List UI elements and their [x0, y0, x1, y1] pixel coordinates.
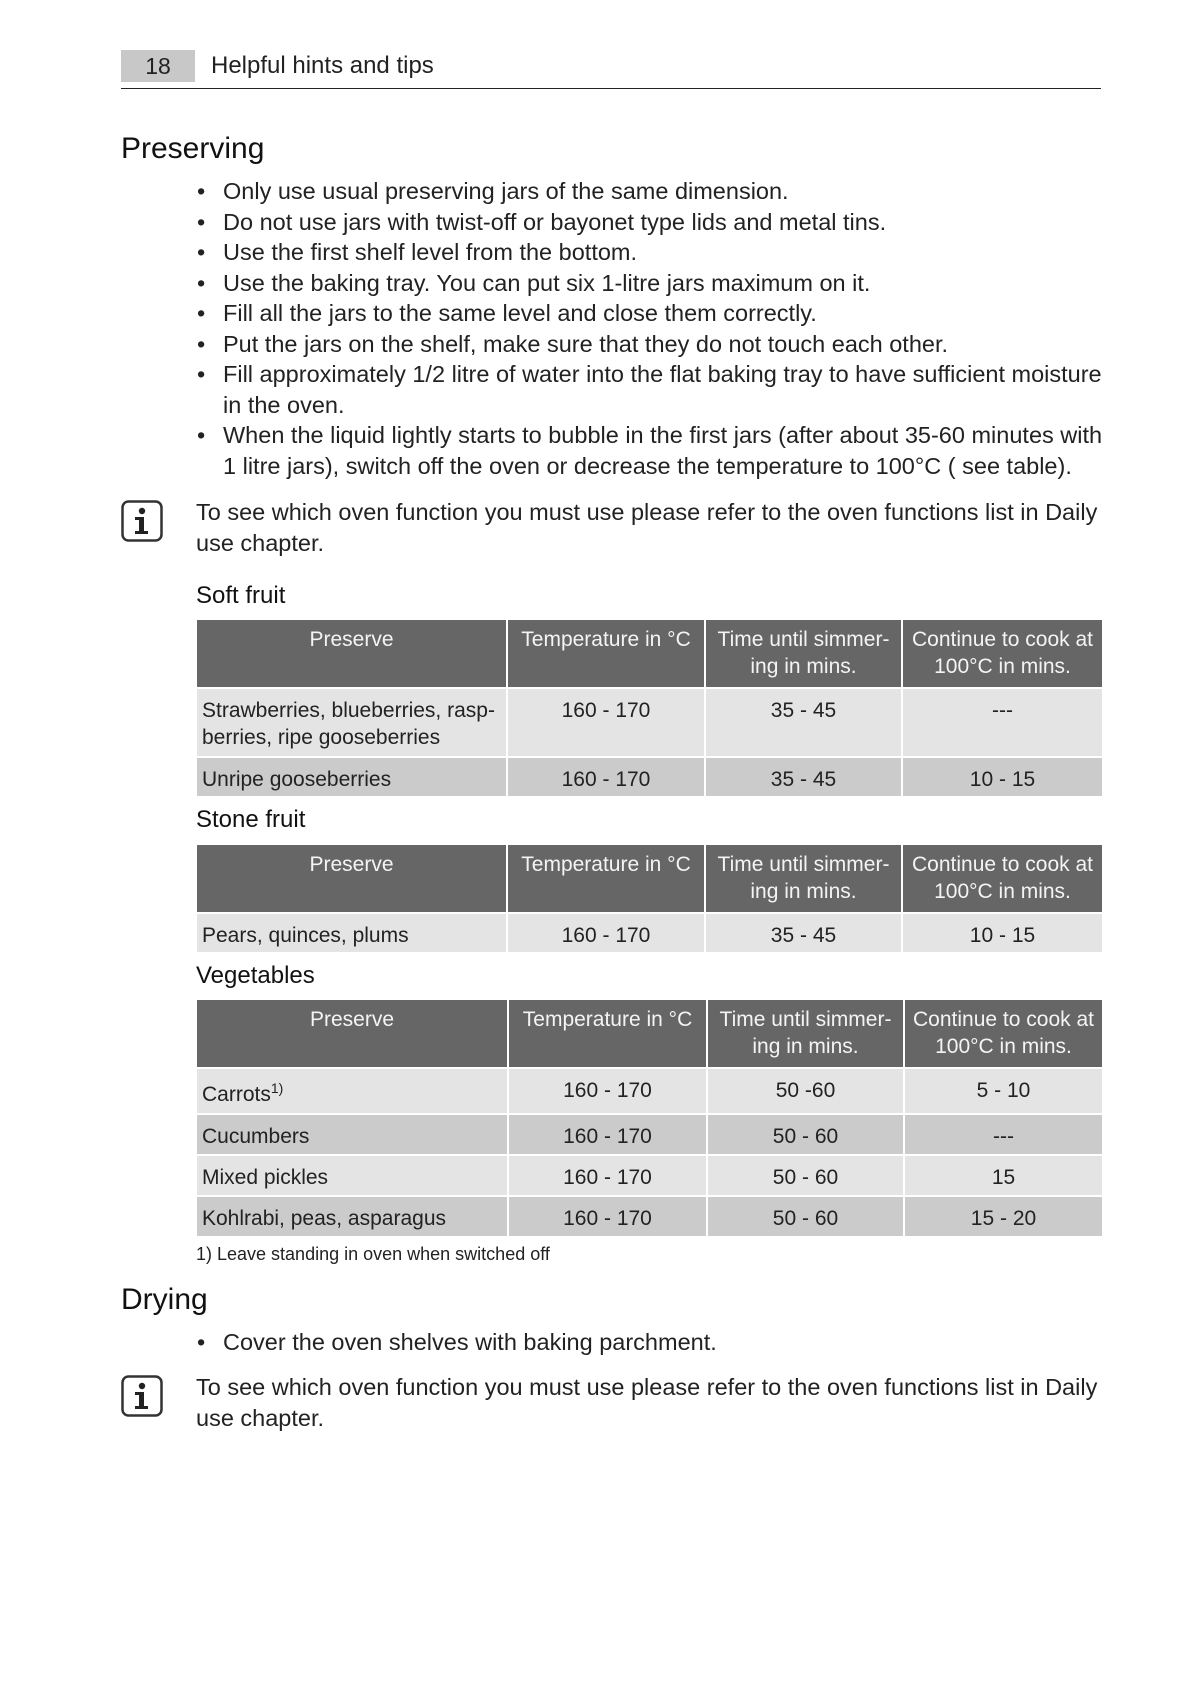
- column-header-temperature: Temperature in °C: [507, 844, 705, 913]
- bullet-item: • Fill approximately 1/2 litre of water into the flat baking tray to have sufficient moisture in the oven.: [197, 361, 1102, 418]
- cell-preserve: [196, 1068, 508, 1114]
- cell-continue: 10 - 15: [902, 913, 1103, 953]
- cell-continue: 5 - 10: [904, 1068, 1103, 1114]
- bullet-item: • Only use usual preserving jars of the same dimension.: [197, 178, 789, 204]
- table-footnote: 1) Leave standing in oven when switched off: [196, 1244, 550, 1264]
- bullet-item: • Use the first shelf level from the bottom.: [197, 239, 638, 265]
- column-header-preserve: Preserve: [196, 844, 507, 913]
- cell-preserve: Kohlrabi, peas, asparagus: [196, 1196, 508, 1237]
- bullet-item: • Use the baking tray. You can put six 1-litre jars maximum on it.: [197, 269, 871, 296]
- table-title-stone-fruit: Stone fruit: [196, 806, 306, 833]
- cell-time: 50 - 60: [707, 1155, 904, 1196]
- soft-fruit-table: [195, 618, 1104, 798]
- info-icon: [121, 500, 163, 542]
- stone-fruit-table: [195, 843, 1104, 954]
- table-row: [196, 1068, 1103, 1114]
- cell-time: 50 - 60: [707, 1114, 904, 1155]
- column-header-continue: Continue to cook at 100°C in mins.: [904, 999, 1103, 1068]
- cell-preserve: Mixed pickles: [196, 1155, 508, 1196]
- column-header-time: Time until simmer-ing in mins.: [705, 619, 902, 688]
- column-header-time: Time until simmer-ing in mins.: [707, 999, 904, 1068]
- cell-preserve: Pears, quinces, plums: [196, 913, 507, 953]
- column-header-preserve: Preserve: [196, 999, 508, 1068]
- cell-preserve: Strawberries, blueberries, rasp-berries, ripe gooseberries: [196, 688, 507, 757]
- drying-bullet-list: [197, 1327, 1103, 1358]
- table-title-soft-fruit: Soft fruit: [196, 582, 286, 609]
- header-title: Helpful hints and tips: [211, 52, 434, 79]
- section-heading-drying: Drying: [121, 1283, 208, 1316]
- column-header-temperature: Temperature in °C: [508, 999, 707, 1068]
- table-row: [196, 1155, 1103, 1196]
- cell-continue: ---: [902, 688, 1103, 757]
- bullet-item: • Do not use jars with twist-off or bayonet type lids and metal tins.: [197, 208, 887, 235]
- cell-time: 50 -60: [707, 1068, 904, 1114]
- bullet-item: • When the liquid lightly starts to bubble in the first jars (after about 35-60 minutes with 1 litre jars), switch off the oven or decrease the temperature to 100°C ( see table).: [197, 422, 1103, 479]
- table-title-vegetables: Vegetables: [196, 962, 315, 989]
- info-icon: [121, 1375, 163, 1417]
- cell-time: 50 - 60: [707, 1196, 904, 1237]
- vegetables-table: [195, 998, 1104, 1238]
- cell-time: 35 - 45: [705, 913, 902, 953]
- section-heading-preserving: Preserving: [121, 132, 265, 165]
- preserving-bullet-list: [197, 176, 1103, 481]
- footnote-marker: 1): [270, 1080, 284, 1096]
- cell-temperature: 160 - 170: [508, 1068, 707, 1114]
- cell-temperature: 160 - 170: [507, 757, 705, 797]
- cell-preserve: Unripe gooseberries: [196, 757, 507, 797]
- table-row: [196, 1114, 1103, 1155]
- bullet-item: • Cover the oven shelves with baking parchment.: [197, 1329, 717, 1355]
- table-header-row: [196, 619, 1103, 688]
- page-number: 18: [121, 50, 195, 82]
- cell-continue: 15: [904, 1155, 1103, 1196]
- table-row: [196, 688, 1103, 757]
- table-row: [196, 1196, 1103, 1237]
- column-header-time: Time until simmer-ing in mins.: [705, 844, 902, 913]
- cell-preserve: Cucumbers: [196, 1114, 508, 1155]
- page-header: [121, 50, 1101, 89]
- preserve-name: Carrots: [202, 1083, 271, 1106]
- bullet-item: • Fill all the jars to the same level and close them correctly.: [197, 300, 817, 326]
- info-note: To see which oven function you must use please refer to the oven functions list in Daily use chapter.: [196, 1374, 1098, 1431]
- cell-temperature: 160 - 170: [508, 1155, 707, 1196]
- column-header-preserve: Preserve: [196, 619, 507, 688]
- cell-continue: 10 - 15: [902, 757, 1103, 797]
- table-header-row: [196, 999, 1103, 1068]
- column-header-continue: Continue to cook at 100°C in mins.: [902, 844, 1103, 913]
- cell-continue: ---: [904, 1114, 1103, 1155]
- cell-temperature: 160 - 170: [507, 688, 705, 757]
- table-row: [196, 913, 1103, 953]
- column-header-continue: Continue to cook at 100°C in mins.: [902, 619, 1103, 688]
- cell-temperature: 160 - 170: [508, 1196, 707, 1237]
- cell-time: 35 - 45: [705, 757, 902, 797]
- cell-time: 35 - 45: [705, 688, 902, 757]
- cell-temperature: 160 - 170: [507, 913, 705, 953]
- table-row: [196, 757, 1103, 797]
- cell-continue: 15 - 20: [904, 1196, 1103, 1237]
- table-header-row: [196, 844, 1103, 913]
- cell-temperature: 160 - 170: [508, 1114, 707, 1155]
- info-note: To see which oven function you must use please refer to the oven functions list in Daily use chapter.: [196, 499, 1098, 556]
- column-header-temperature: Temperature in °C: [507, 619, 705, 688]
- bullet-item: • Put the jars on the shelf, make sure that they do not touch each other.: [197, 330, 949, 357]
